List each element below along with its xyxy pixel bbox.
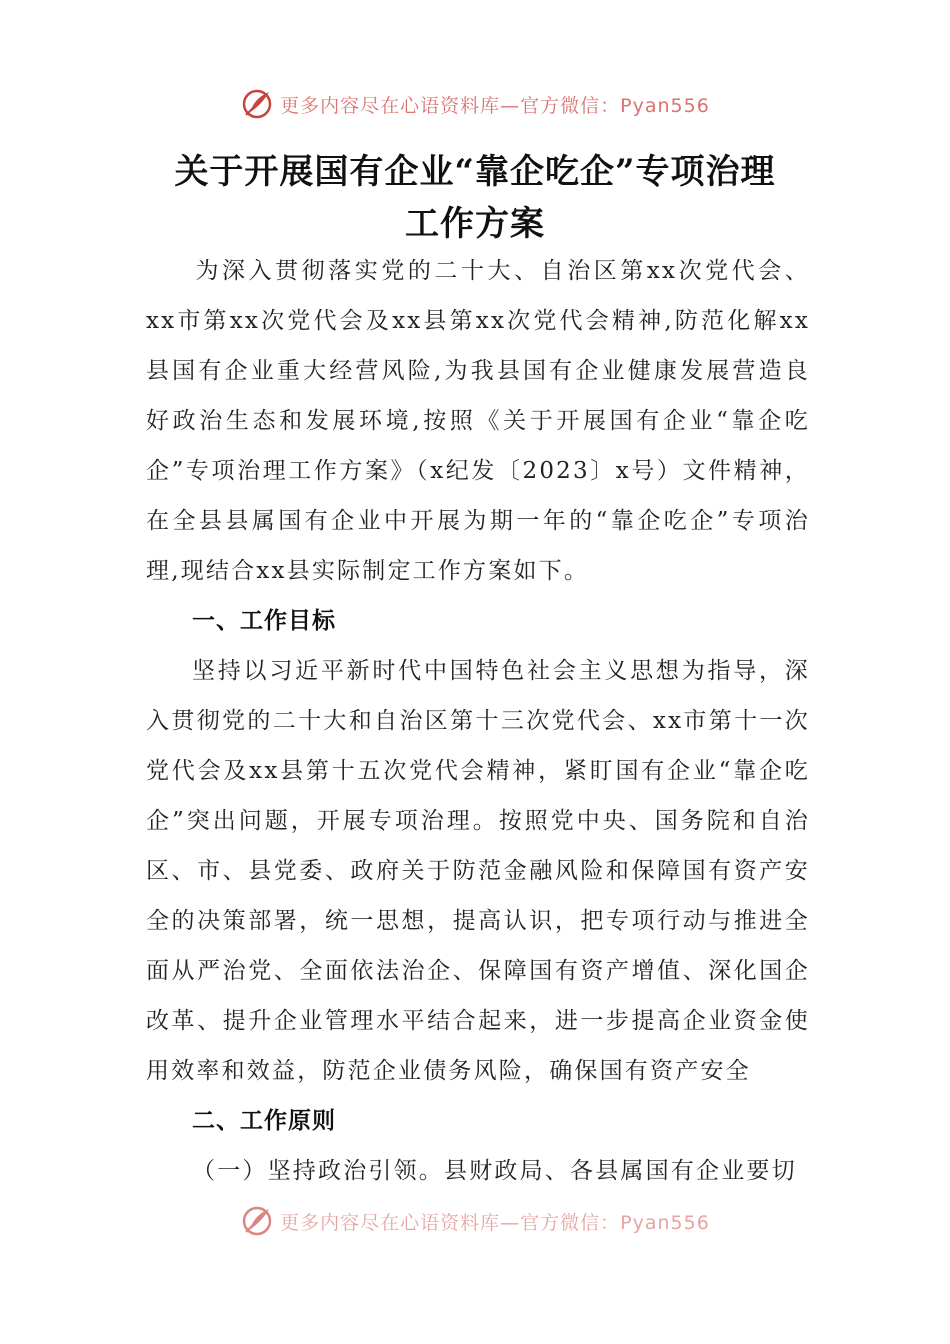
feather-logo-icon (240, 1206, 274, 1236)
watermark-header (0, 86, 950, 122)
principle-item-1: （一）坚持政治引领。县财政局、各县属国有企业要切 (192, 1158, 797, 1184)
watermark-footer (0, 1206, 950, 1236)
section-heading-principles: 二、工作原则 (192, 1108, 336, 1134)
document-title-line-1: 关于开展国有企业“靠企吃企”专项治理 (174, 152, 776, 192)
watermark-footer-text: 更多内容尽在心语资料库—官方微信：Pyan556 (280, 1211, 710, 1234)
watermark-text: 更多内容尽在心语资料库—官方微信：Pyan556 (280, 94, 710, 117)
goals-paragraph: 坚持以习近平新时代中国特色社会主义思想为指导，深入贯彻党的二十大和自治区第十三次党代会、xx市第十一次党代会及xx县第十五次党代会精神，紧盯国有企业“靠企吃企”突出问题，开展专项治理。按照党中央、国务院和自治区、市、县党委、政府关于防范金融风险和保障国有资产安全的决策部署，统一思想，提高认识，把专项行动与推进全面从严治党、全面依法治企、保障国有资产增值、深化国企改革、提升企业管理水平结合起来，进一步提高企业资金使用效率和效益，防范企业债务风险，确保国有资产安全 (146, 658, 810, 1084)
document-title-line-2: 工作方案 (405, 204, 545, 244)
section-heading-goals: 一、工作目标 (192, 608, 336, 634)
intro-paragraph: 为深入贯彻落实党的二十大、自治区第xx次党代会、xx市第xx次党代会及xx县第xx次党代会精神,防范化解xx县国有企业重大经营风险,为我县国有企业健康发展营造良好政治生态和发展环境,按照《关于开展国有企业“靠企吃企”专项治理工作方案》（x纪发〔2023〕x号）文件精神，在全县县属国有企业中开展为期一年的“靠企吃企”专项治理,现结合xx县实际制定工作方案如下。 (146, 258, 810, 584)
document-body (146, 246, 810, 1196)
feather-logo-icon (240, 87, 274, 121)
